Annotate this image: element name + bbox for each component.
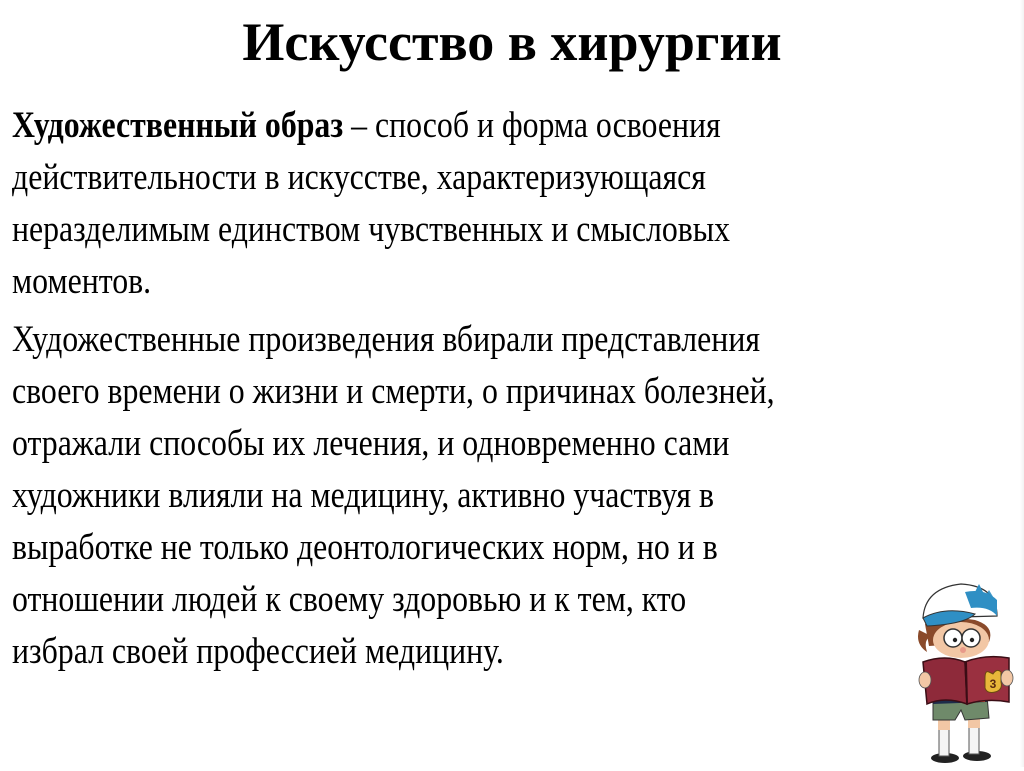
body-line: отражали способы их лечения, и одновременно сами	[12, 423, 730, 464]
cartoon-reader-illustration	[905, 570, 1024, 766]
body-paragraph	[12, 314, 872, 678]
body-line: своего времени о жизни и смерти, о причинах болезней,	[12, 371, 775, 412]
definition-line-2: действительности в искусстве, характеризующаяся	[12, 157, 706, 198]
slide-body	[12, 100, 872, 678]
definition-text: – способ и форма освоения	[343, 105, 721, 146]
body-line: отношении людей к своему здоровью и к тем, кто	[12, 579, 687, 620]
definition-line-3: неразделимым единством чувственных и смысловых	[12, 209, 731, 250]
body-line: художники влияли на медицину, активно участвуя в	[12, 475, 715, 516]
slide-title: Искусство в хирургии	[242, 12, 782, 72]
body-line: выработке не только деонтологических норм, но и в	[12, 527, 718, 568]
definition-line-1	[12, 100, 872, 152]
boy-reading-book-icon	[905, 570, 1024, 766]
definition-paragraph	[12, 100, 872, 308]
definition-line-4: моментов.	[12, 261, 152, 302]
body-line: избрал своей профессией медицину.	[12, 631, 504, 672]
body-line: Художественные произведения вбирали представления	[12, 319, 761, 360]
svg-text:3: 3	[989, 677, 997, 691]
defined-term: Художественный образ	[12, 105, 344, 146]
